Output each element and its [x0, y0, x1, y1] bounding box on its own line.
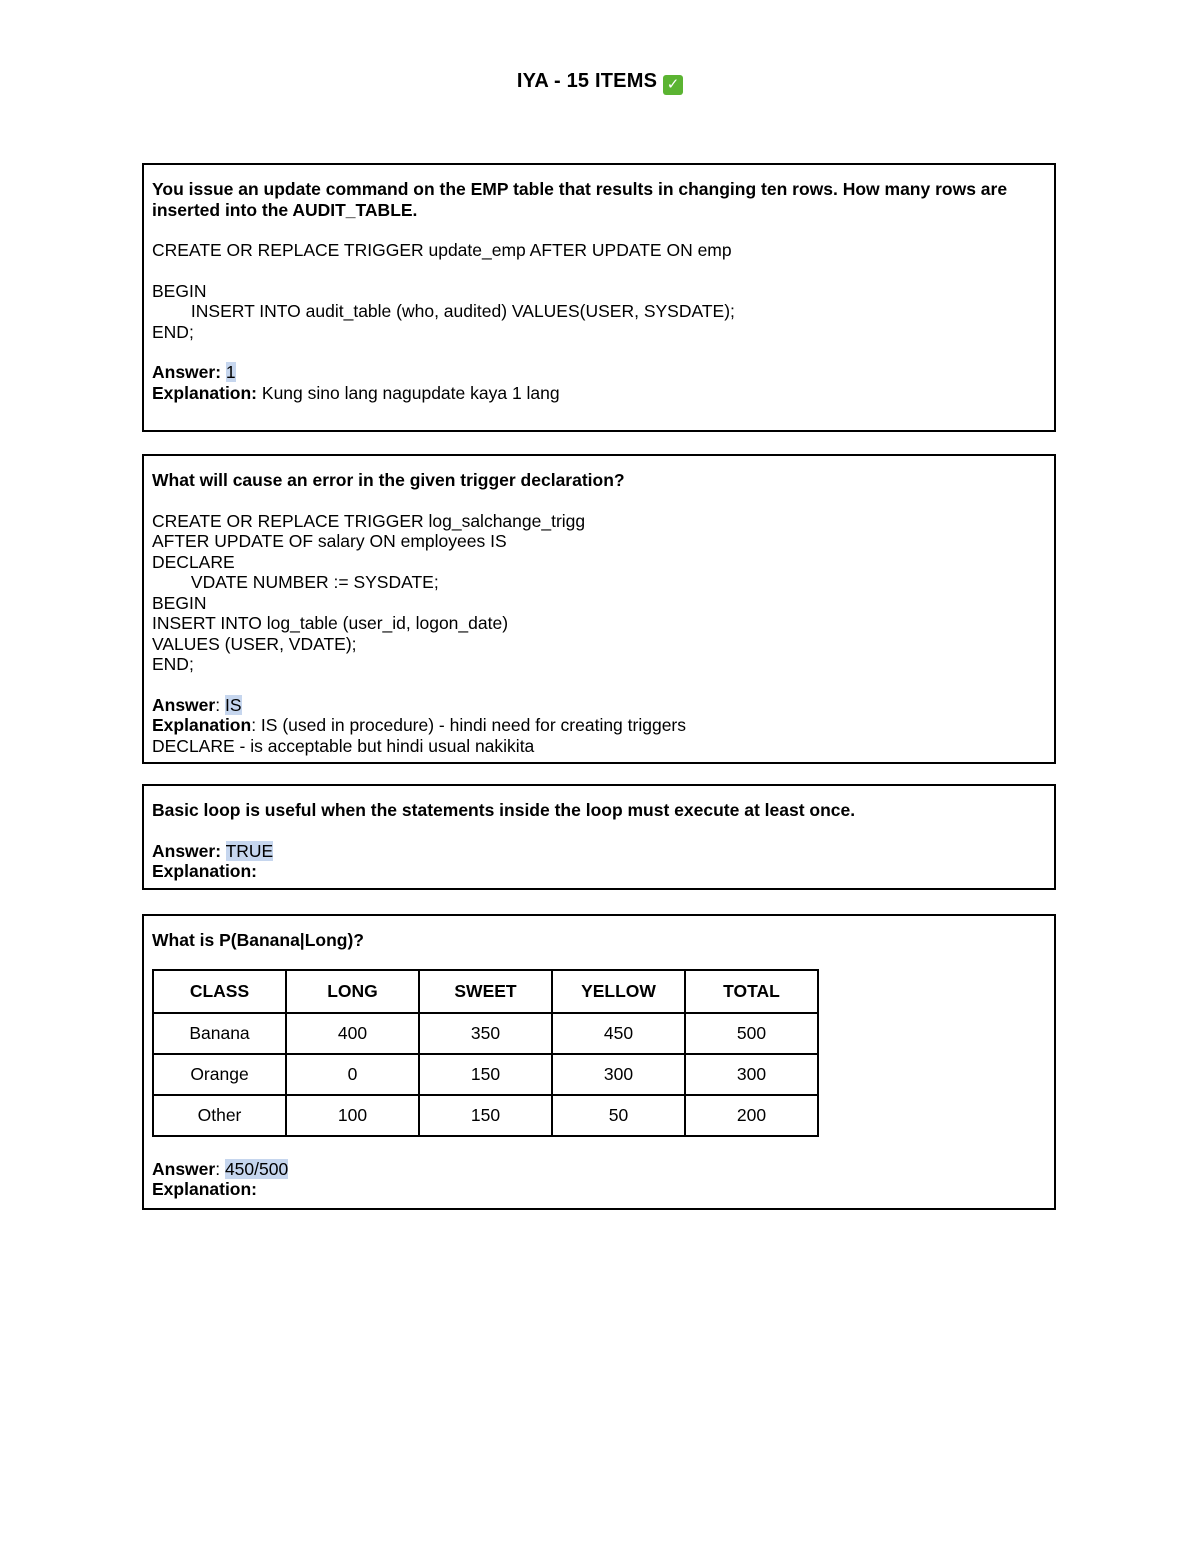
table-cell: 350 [419, 1013, 552, 1054]
table-cell: Banana [153, 1013, 286, 1054]
explanation-line: Explanation: IS (used in procedure) - hindi need for creating triggers [152, 715, 687, 735]
explanation-label: Explanation: [152, 861, 258, 881]
code-snippet: CREATE OR REPLACE TRIGGER update_emp AFTER UPDATE ON emp [152, 240, 732, 260]
answer-value: 1 [225, 362, 236, 382]
question-text: What will cause an error in the given trigger declaration? [152, 470, 625, 490]
explanation-label: Explanation [152, 715, 252, 735]
code-snippet: BEGIN INSERT INTO audit_table (who, audited) VALUES(USER, SYSDATE); END; [152, 280, 735, 342]
table-cell: 150 [419, 1054, 552, 1095]
table-cell: 300 [685, 1054, 818, 1095]
table-cell: 100 [286, 1095, 419, 1136]
table-row [153, 1054, 818, 1095]
table-header-cell: SWEET [419, 970, 552, 1013]
table-header-cell: TOTAL [685, 970, 818, 1013]
table-cell: 500 [685, 1013, 818, 1054]
explanation-text: Kung sino lang nagupdate kaya 1 lang [261, 382, 560, 403]
table-row [153, 1095, 818, 1136]
explanation-text: IS (used in procedure) - hindi need for creating triggers [260, 715, 687, 735]
explanation-line [152, 1179, 1046, 1200]
explanation-label: Explanation: [152, 1179, 258, 1199]
table-cell: 0 [286, 1054, 419, 1095]
answer-label: Answer: [152, 840, 222, 861]
table-cell: Orange [153, 1054, 286, 1095]
page-title [0, 70, 1200, 95]
explanation-extra: DECLARE - is acceptable but hindi usual nakikita [152, 735, 535, 756]
check-mark-icon: ✓ [663, 75, 683, 95]
answer-label: Answer: [152, 362, 222, 382]
table-header-cell: LONG [286, 970, 419, 1013]
answer-label: Answer [152, 694, 216, 715]
question-text: Basic loop is useful when the statements inside the loop must execute at least once. [152, 800, 856, 820]
question-card-3 [142, 784, 1056, 890]
answer-line [152, 841, 1046, 862]
answer-line: Answer: 450/500 [152, 1158, 289, 1179]
question-text: You issue an update command on the EMP table that results in changing ten rows. How many rows are inserted into the AUDIT_TABLE. [152, 179, 1008, 220]
code-snippet: CREATE OR REPLACE TRIGGER log_salchange_trigg AFTER UPDATE OF salary ON employees IS DECLARE VDATE NUMBER := SYSDATE; BEGIN INSERT INTO log_table (user_id, logon_date) VALUES (USER, VDATE); END; [152, 510, 586, 674]
answer-line [152, 362, 1046, 383]
table-cell: 300 [552, 1054, 685, 1095]
explanation-line [152, 383, 1046, 404]
explanation-label: Explanation: [152, 382, 258, 403]
question-card-1 [142, 163, 1056, 432]
table-cell: 400 [286, 1013, 419, 1054]
probability-table [152, 969, 819, 1137]
table-cell: 50 [552, 1095, 685, 1136]
table-header-cell: YELLOW [552, 970, 685, 1013]
question-card-4 [142, 914, 1056, 1210]
answer-label: Answer [152, 1158, 216, 1179]
table-cell: 150 [419, 1095, 552, 1136]
table-cell: Other [153, 1095, 286, 1136]
answer-line: Answer: IS [152, 694, 242, 715]
table-header-row [153, 970, 818, 1013]
explanation-line [152, 861, 1046, 882]
question-card-2 [142, 454, 1056, 764]
question-text: What is P(Banana|Long)? [152, 930, 364, 950]
answer-value: IS [224, 694, 242, 715]
table-cell: 450 [552, 1013, 685, 1054]
table-header-cell: CLASS [153, 970, 286, 1013]
page-title-text: IYA - 15 ITEMS [516, 70, 658, 92]
table-row [153, 1013, 818, 1054]
answer-value: 450/500 [224, 1158, 289, 1179]
table-cell: 200 [685, 1095, 818, 1136]
answer-value: TRUE [225, 840, 274, 861]
